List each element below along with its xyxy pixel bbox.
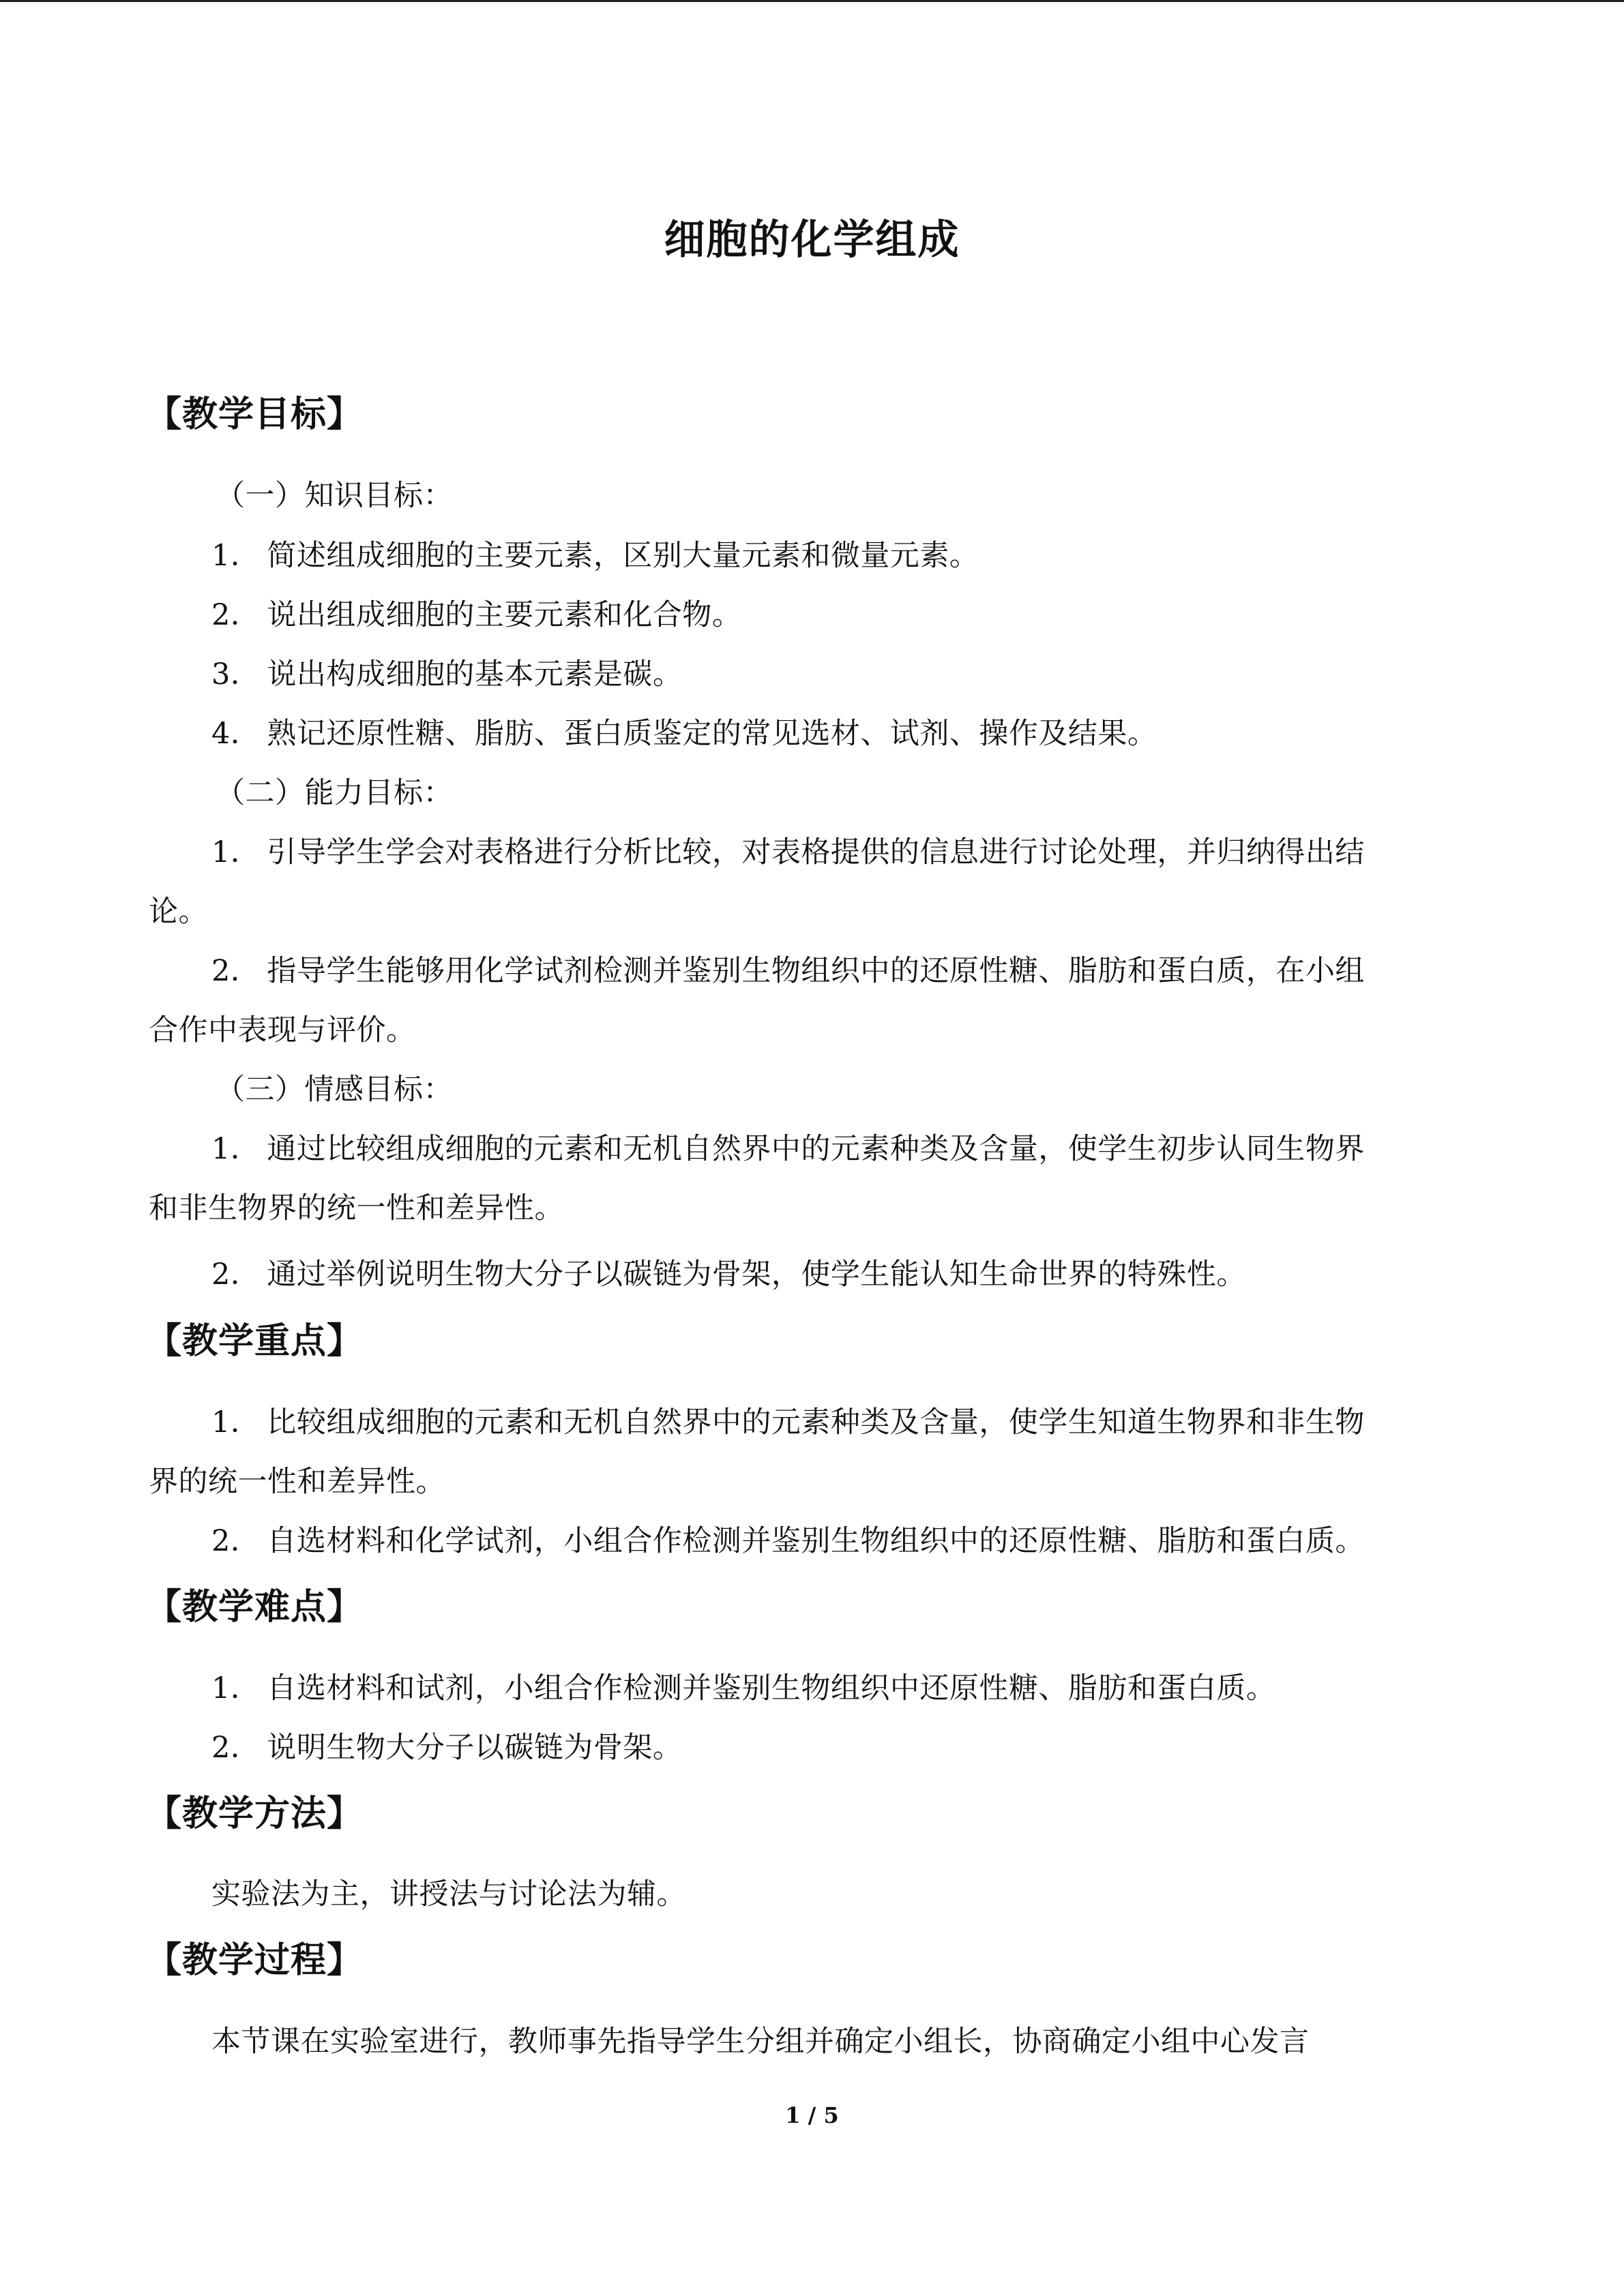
teaching-process-text: 本节课在实验室进行，教师事先指导学生分组并确定小组长，协商确定小组中心发言: [211, 2025, 1310, 2059]
list-number: 1．: [211, 835, 261, 869]
list-text: 比较组成细胞的元素和无机自然界中的元素种类及含量，使学生知道生物界和非生物: [267, 1405, 1365, 1440]
list-text: 说明生物大分子以碳链为骨架。: [267, 1731, 683, 1765]
list-text: 自选材料和试剂，小组合作检测并鉴别生物组织中还原性糖、脂肪和蛋白质。: [267, 1671, 1276, 1705]
list-text: 简述组成细胞的主要元素，区别大量元素和微量元素。: [267, 539, 979, 573]
page-number: 1 / 5: [785, 2102, 839, 2128]
knowledge-objective-3: [211, 654, 682, 695]
heading-teaching-objectives: 【教学目标】: [146, 393, 364, 435]
difficulty-1: [211, 1668, 1275, 1709]
list-text: 指导学生能够用化学试剂检测并鉴别生物组织中的还原性糖、脂肪和蛋白质，在小组: [267, 954, 1365, 988]
list-number: 4．: [211, 717, 261, 751]
list-number: 2．: [211, 1257, 261, 1292]
ability-objective-2: [211, 951, 1365, 992]
ability-objectives-label: （二）能力目标：: [216, 776, 453, 810]
knowledge-objective-2: [211, 595, 741, 636]
difficulty-2: [211, 1727, 682, 1768]
top-border-line: [0, 0, 1624, 2]
emotion-objective-1-continuation: 和非生物界的统一性和差异性。: [149, 1191, 564, 1225]
list-text: 自选材料和化学试剂，小组合作检测并鉴别生物组织中的还原性糖、脂肪和蛋白质。: [267, 1524, 1365, 1558]
list-number: 2．: [211, 1731, 261, 1765]
ability-objective-2-continuation: 合作中表现与评价。: [149, 1013, 416, 1047]
emotion-objective-1: [211, 1129, 1365, 1169]
list-number: 3．: [211, 657, 261, 691]
list-number: 1．: [211, 1132, 261, 1166]
list-number: 1．: [211, 1671, 261, 1705]
emotion-objective-2: [211, 1254, 1246, 1295]
key-point-1: [211, 1402, 1365, 1443]
list-text: 说出构成细胞的基本元素是碳。: [267, 657, 683, 691]
list-number: 1．: [211, 539, 261, 573]
heading-teaching-process: 【教学过程】: [146, 1939, 364, 1981]
list-number: 2．: [211, 954, 261, 988]
heading-key-points: 【教学重点】: [146, 1320, 364, 1362]
list-text: 引导学生学会对表格进行分析比较，对表格提供的信息进行讨论处理，并归纳得出结: [267, 835, 1365, 869]
list-text: 通过举例说明生物大分子以碳链为骨架，使学生能认知生命世界的特殊性。: [267, 1257, 1246, 1292]
document-title: 细胞的化学组成: [664, 216, 960, 264]
list-number: 2．: [211, 598, 261, 632]
list-text: 说出组成细胞的主要元素和化合物。: [267, 598, 742, 632]
teaching-methods-text: 实验法为主，讲授法与讨论法为辅。: [211, 1877, 686, 1911]
key-point-2: [211, 1521, 1365, 1562]
list-text: 熟记还原性糖、脂肪、蛋白质鉴定的常见选材、试剂、操作及结果。: [267, 717, 1157, 751]
ability-objective-1: [211, 832, 1365, 873]
knowledge-objective-4: [211, 713, 1157, 754]
ability-objective-1-continuation: 论。: [149, 895, 208, 929]
key-point-1-continuation: 界的统一性和差异性。: [149, 1465, 445, 1499]
emotion-objectives-label: （三）情感目标：: [216, 1073, 453, 1107]
heading-difficulties: 【教学难点】: [146, 1586, 364, 1628]
knowledge-objective-1: [211, 535, 979, 576]
list-text: 通过比较组成细胞的元素和无机自然界中的元素种类及含量，使学生初步认同生物界: [267, 1132, 1365, 1166]
list-number: 1．: [211, 1405, 261, 1440]
list-number: 2．: [211, 1524, 261, 1558]
knowledge-objectives-label: （一）知识目标：: [216, 479, 453, 513]
heading-teaching-methods: 【教学方法】: [146, 1793, 364, 1834]
